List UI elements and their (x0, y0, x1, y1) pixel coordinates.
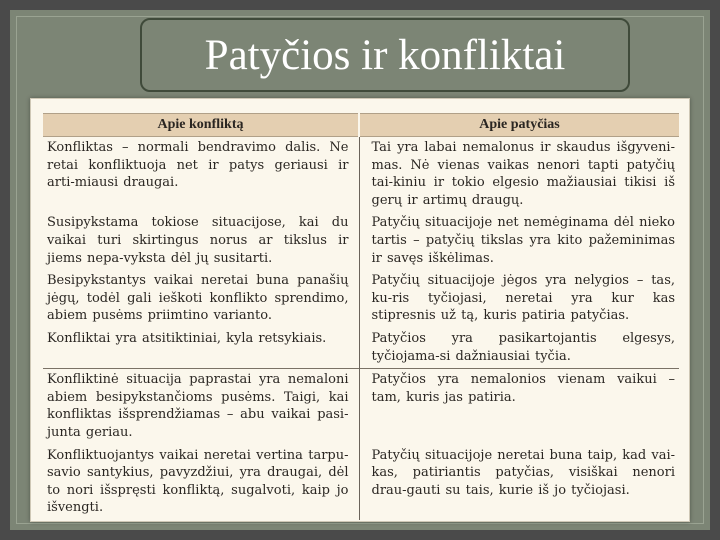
bullying-cell: Patyčių situacijoje neretai buna taip, kad vai-kas, patiriantis patyčias, visiškai nenori drau-gauti su tais, kurie iš jo tyčiojasi. (371, 447, 675, 498)
bullying-cell: Patyčių situacijoje net nemėginama dėl nieko tartis – patyčių tikslas yra kito pažeminimas ir savęs iškėlimas. (371, 215, 675, 266)
table-row (43, 270, 679, 328)
bullying-cell: Tai yra labai nemalonus ir skaudus išgyveni-mas. Nė vienas vaikas nenori tapti patyčių tai-kiniu ir tokio elgesio mažiausiai tikisi iš gerų ir artimų draugų. (371, 140, 675, 208)
bullying-cell: Patyčių situacijoje jėgos yra nelygios – tas, ku-ris tyčiojasi, neretai yra kur kas stipresnis už tą, kuris patiria patyčias. (371, 273, 675, 324)
table-header-row (43, 114, 679, 137)
conflict-cell: Konfliktas – normali bendravimo dalis. Ne retai konfliktuoja net ir patys geriausi ir arti-miausi draugai. (43, 137, 359, 213)
table-row (43, 369, 679, 445)
table-row (43, 137, 679, 213)
table-row (43, 445, 679, 520)
conflict-cell: Susipykstama tokiose situacijose, kai du vaikai turi skirtingus norus ar tikslus ir jiems nepa-vyksta dėl jų susitarti. (43, 212, 359, 270)
slide-frame (10, 10, 710, 530)
conflict-cell: Besipykstantys vaikai neretai buna panašių jėgų, todėl gali ieškoti konflikto sprendimo, abiem pusėms priimtino varianto. (43, 270, 359, 328)
header-bullying: Apie patyčias (359, 114, 679, 137)
bullying-cell: Patyčios yra pasikartojantis elgesys, tyčiojama-si dažniausiai tyčia. (371, 330, 675, 364)
conflict-cell: Konfliktuojantys vaikai neretai vertina tarpu-savio santykius, pavyzdžiui, yra draugai, dėl to nori išspręsti konfliktą, sugalvoti, kaip jo išvengti. (43, 445, 359, 520)
conflict-cell: Konfliktai yra atsitiktiniai, kyla retsykiais. (43, 328, 359, 369)
table-row (43, 212, 679, 270)
header-conflict: Apie konfliktą (43, 114, 359, 137)
comparison-table (43, 113, 679, 520)
slide-title: Patyčios ir konfliktai (204, 31, 566, 79)
table-row (43, 328, 679, 369)
document-scan (30, 98, 690, 522)
bullying-cell: Patyčios yra nemalonios vienam vaikui – tam, kuris jas patiria. (359, 369, 679, 445)
title-box (140, 18, 630, 92)
conflict-cell: Konfliktinė situacija paprastai yra nemaloni abiem besipykstančioms pusėms. Taigi, kai konfliktas išsprendžiamas – abu vaikai pasi-junta geriau. (43, 369, 359, 445)
